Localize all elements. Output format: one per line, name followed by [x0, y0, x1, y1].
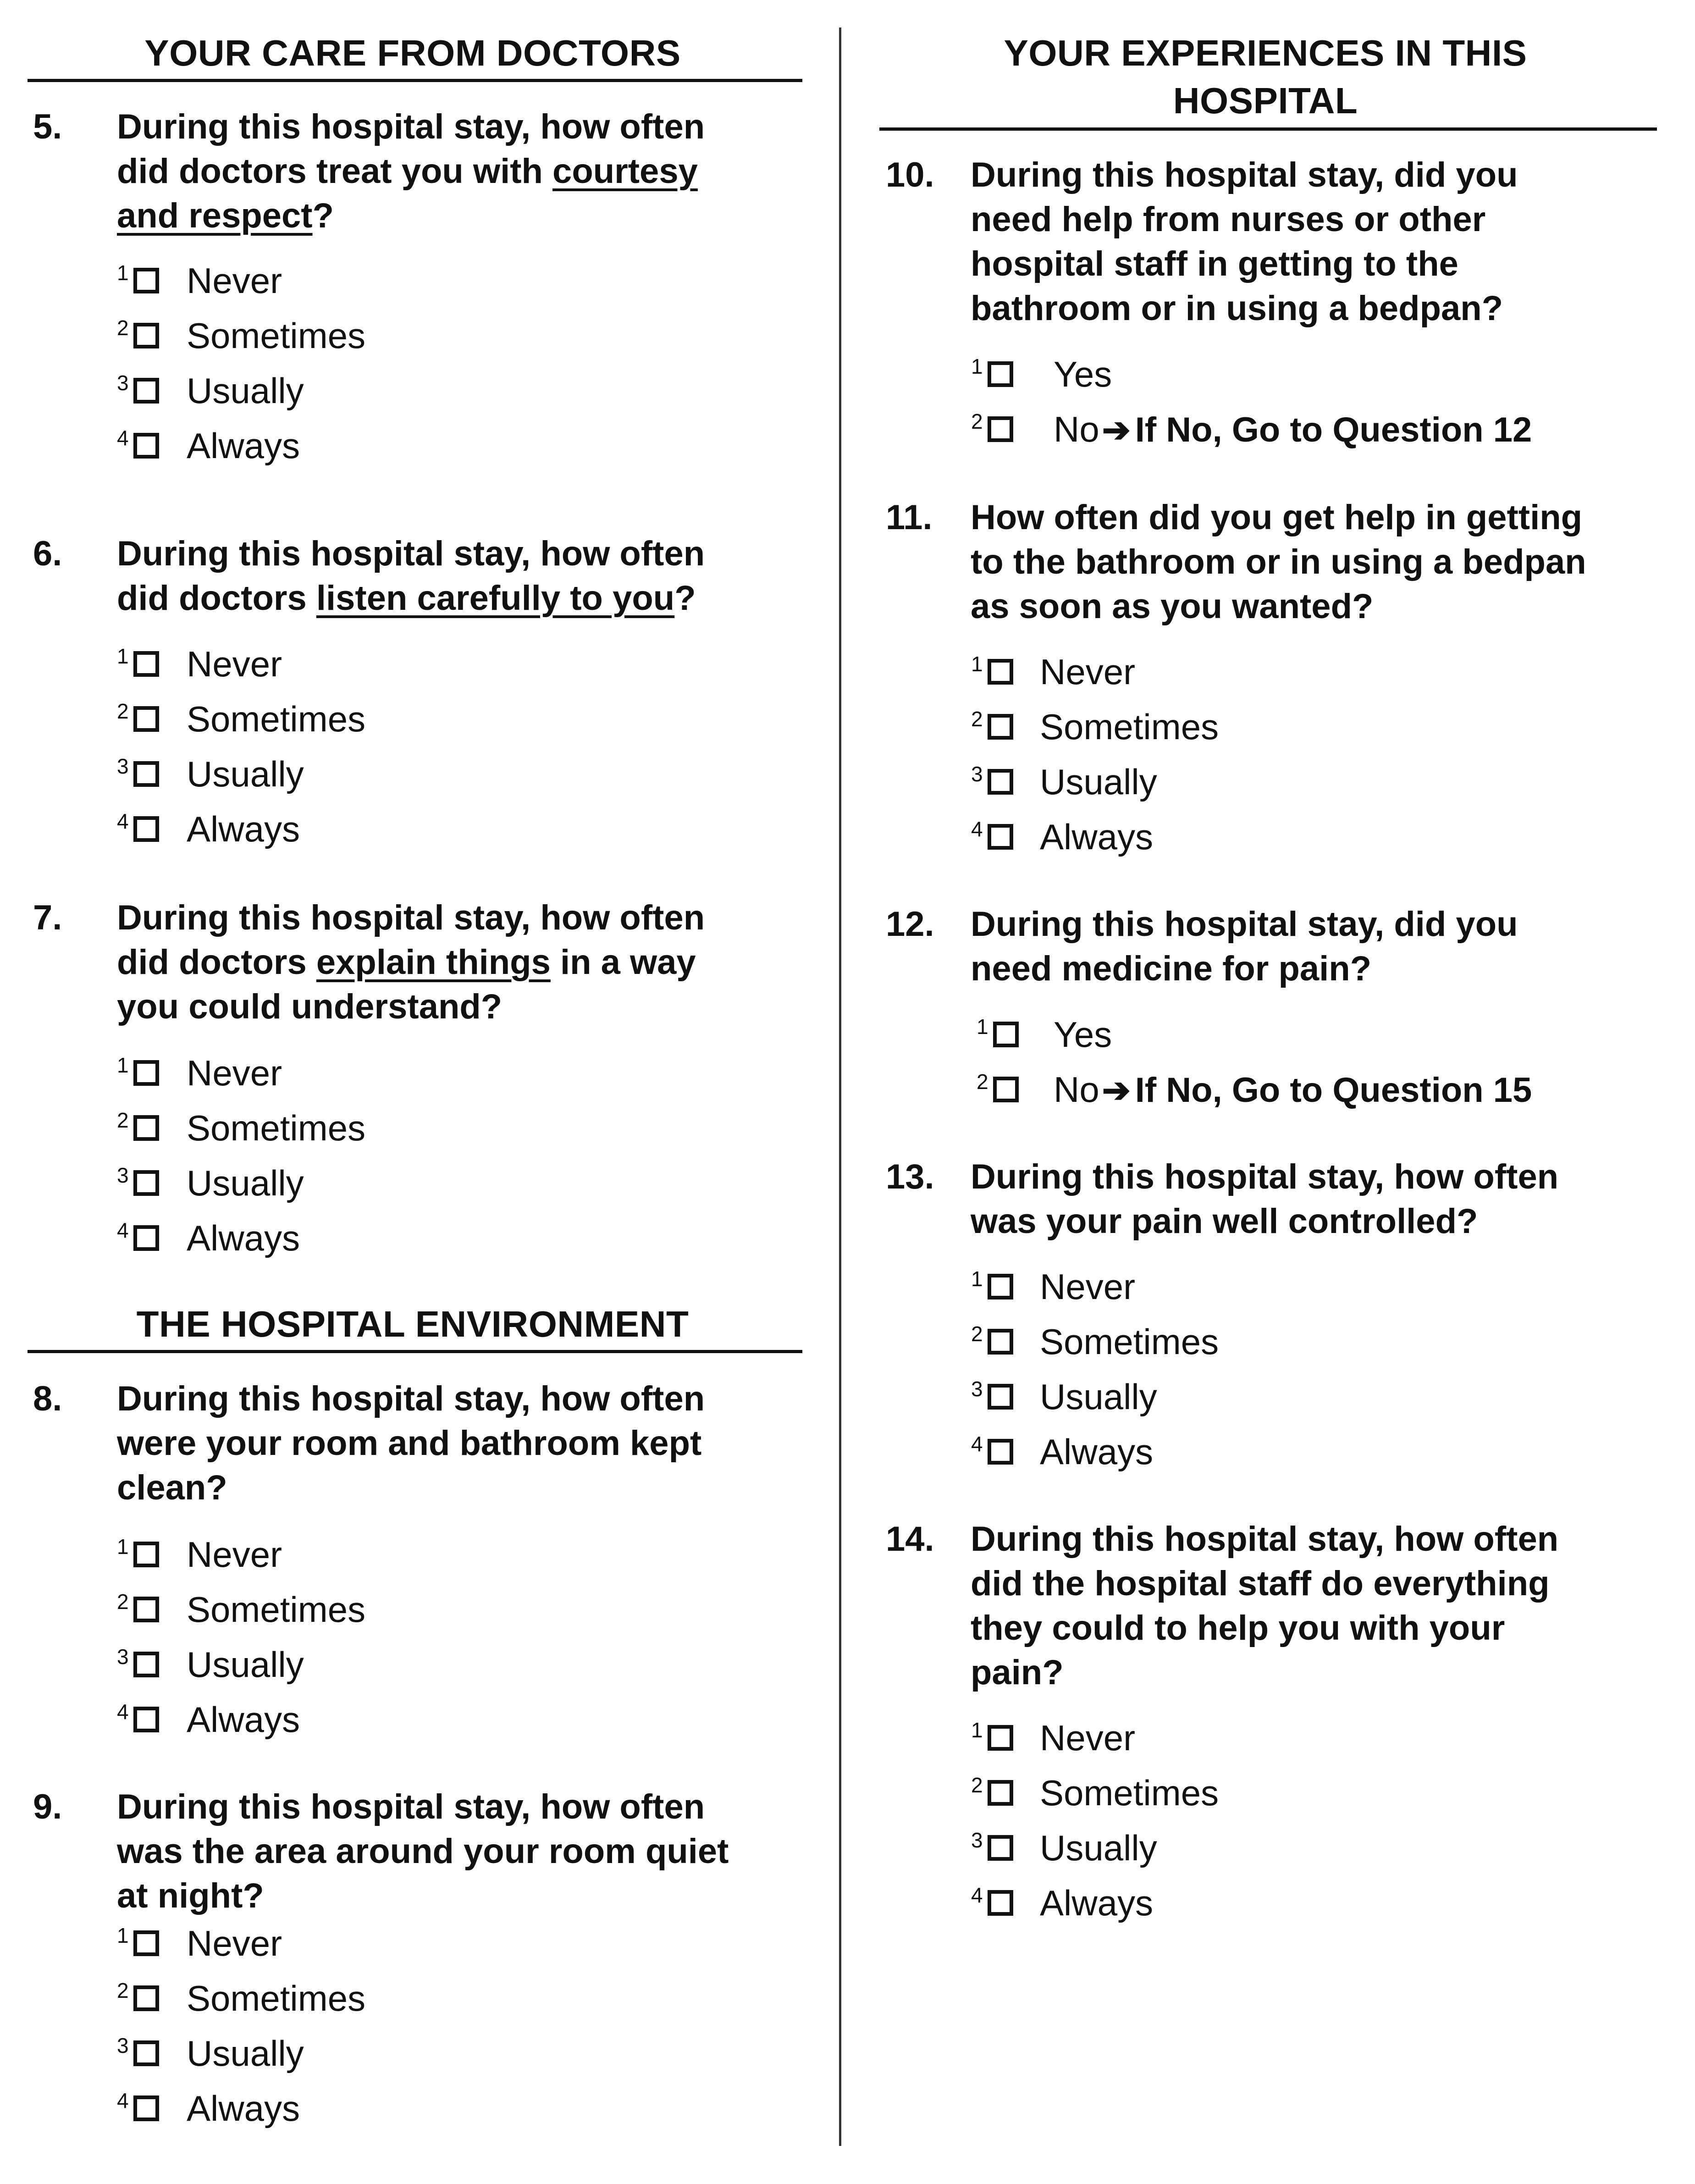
checkbox[interactable]	[133, 706, 159, 732]
checkbox[interactable]	[988, 769, 1013, 795]
question-text: During this hospital stay, did you need help from nurses or other hospital staff in getting to the bathroom or in using a bedpan?	[971, 155, 1518, 328]
checkbox[interactable]	[988, 1725, 1013, 1751]
checkbox[interactable]	[988, 824, 1013, 850]
question-number: 7.	[33, 898, 62, 937]
checkbox[interactable]	[133, 651, 159, 677]
question-text: During this hospital stay, did you need medicine for pain?	[971, 905, 1518, 988]
question-text: During this hospital stay, how often was the area around your room quiet at night?	[117, 1787, 729, 1915]
checkbox[interactable]	[133, 761, 159, 787]
question-number: 6.	[33, 534, 62, 573]
arrow-right-icon: ➔	[1102, 411, 1131, 449]
checkbox[interactable]	[133, 1542, 159, 1567]
checkbox[interactable]	[133, 433, 159, 459]
question-text: During this hospital stay, how often was your pain well controlled?	[971, 1157, 1559, 1241]
question-number: 10.	[886, 155, 934, 194]
skip-instruction: If No, Go to Question 12	[1135, 410, 1532, 449]
checkbox[interactable]	[133, 2040, 159, 2066]
checkbox[interactable]	[988, 361, 1013, 387]
question-number: 8.	[33, 1379, 62, 1418]
question-number: 11.	[886, 498, 933, 537]
checkbox[interactable]	[133, 1930, 159, 1956]
section-title-environment: THE HOSPITAL ENVIRONMENT	[136, 1304, 689, 1344]
checkbox[interactable]	[988, 416, 1013, 442]
checkbox[interactable]	[133, 1170, 159, 1196]
section-rule-environment	[28, 1350, 802, 1353]
checkbox[interactable]	[988, 1439, 1013, 1465]
section-rule-experiences	[879, 127, 1657, 131]
checkbox[interactable]	[133, 1707, 159, 1732]
checkbox[interactable]	[988, 1329, 1013, 1355]
question-text: During this hospital stay, how often did doctors listen carefully to you?	[117, 534, 705, 618]
question-text: During this hospital stay, how often did the hospital staff do everything they could to help you with your pain?	[971, 1520, 1559, 1692]
question-text: How often did you get help in getting to the bathroom or in using a bedpan as soon as you wanted?	[971, 498, 1586, 626]
checkbox[interactable]	[133, 1652, 159, 1677]
section-rule-doctors	[28, 79, 802, 82]
checkbox[interactable]	[133, 1597, 159, 1622]
checkbox[interactable]	[133, 378, 159, 404]
checkbox[interactable]	[988, 659, 1013, 685]
checkbox[interactable]	[993, 1022, 1019, 1047]
question-number: 13.	[886, 1157, 934, 1196]
checkbox[interactable]	[133, 816, 159, 842]
checkbox[interactable]	[133, 2096, 159, 2121]
checkbox[interactable]	[988, 1274, 1013, 1299]
checkbox[interactable]	[988, 1780, 1013, 1806]
question-number: 14.	[886, 1520, 934, 1559]
column-divider	[839, 28, 841, 2146]
section-title-experiences: YOUR EXPERIENCES IN THIS HOSPITAL	[1004, 33, 1527, 121]
question-number: 5.	[33, 107, 62, 146]
checkbox[interactable]	[993, 1077, 1019, 1102]
skip-instruction: If No, Go to Question 15	[1135, 1071, 1532, 1110]
question-text: During this hospital stay, how often were your room and bathroom kept clean?	[117, 1379, 705, 1507]
checkbox[interactable]	[988, 1890, 1013, 1916]
checkbox[interactable]	[988, 714, 1013, 740]
question-text: During this hospital stay, how often did doctors explain things in a way you could understand?	[117, 898, 705, 1026]
checkbox[interactable]	[133, 268, 159, 293]
checkbox[interactable]	[133, 1225, 159, 1251]
checkbox[interactable]	[988, 1384, 1013, 1410]
checkbox[interactable]	[988, 1835, 1013, 1861]
question-number: 9.	[33, 1787, 62, 1826]
checkbox[interactable]	[133, 1115, 159, 1141]
question-number: 12.	[886, 905, 934, 944]
question-text: During this hospital stay, how often did doctors treat you with courtesy and respect?	[117, 107, 705, 235]
checkbox[interactable]	[133, 1985, 159, 2011]
checkbox[interactable]	[133, 323, 159, 348]
checkbox[interactable]	[133, 1060, 159, 1086]
section-title-doctors: YOUR CARE FROM DOCTORS	[144, 33, 681, 73]
arrow-right-icon: ➔	[1102, 1071, 1131, 1109]
